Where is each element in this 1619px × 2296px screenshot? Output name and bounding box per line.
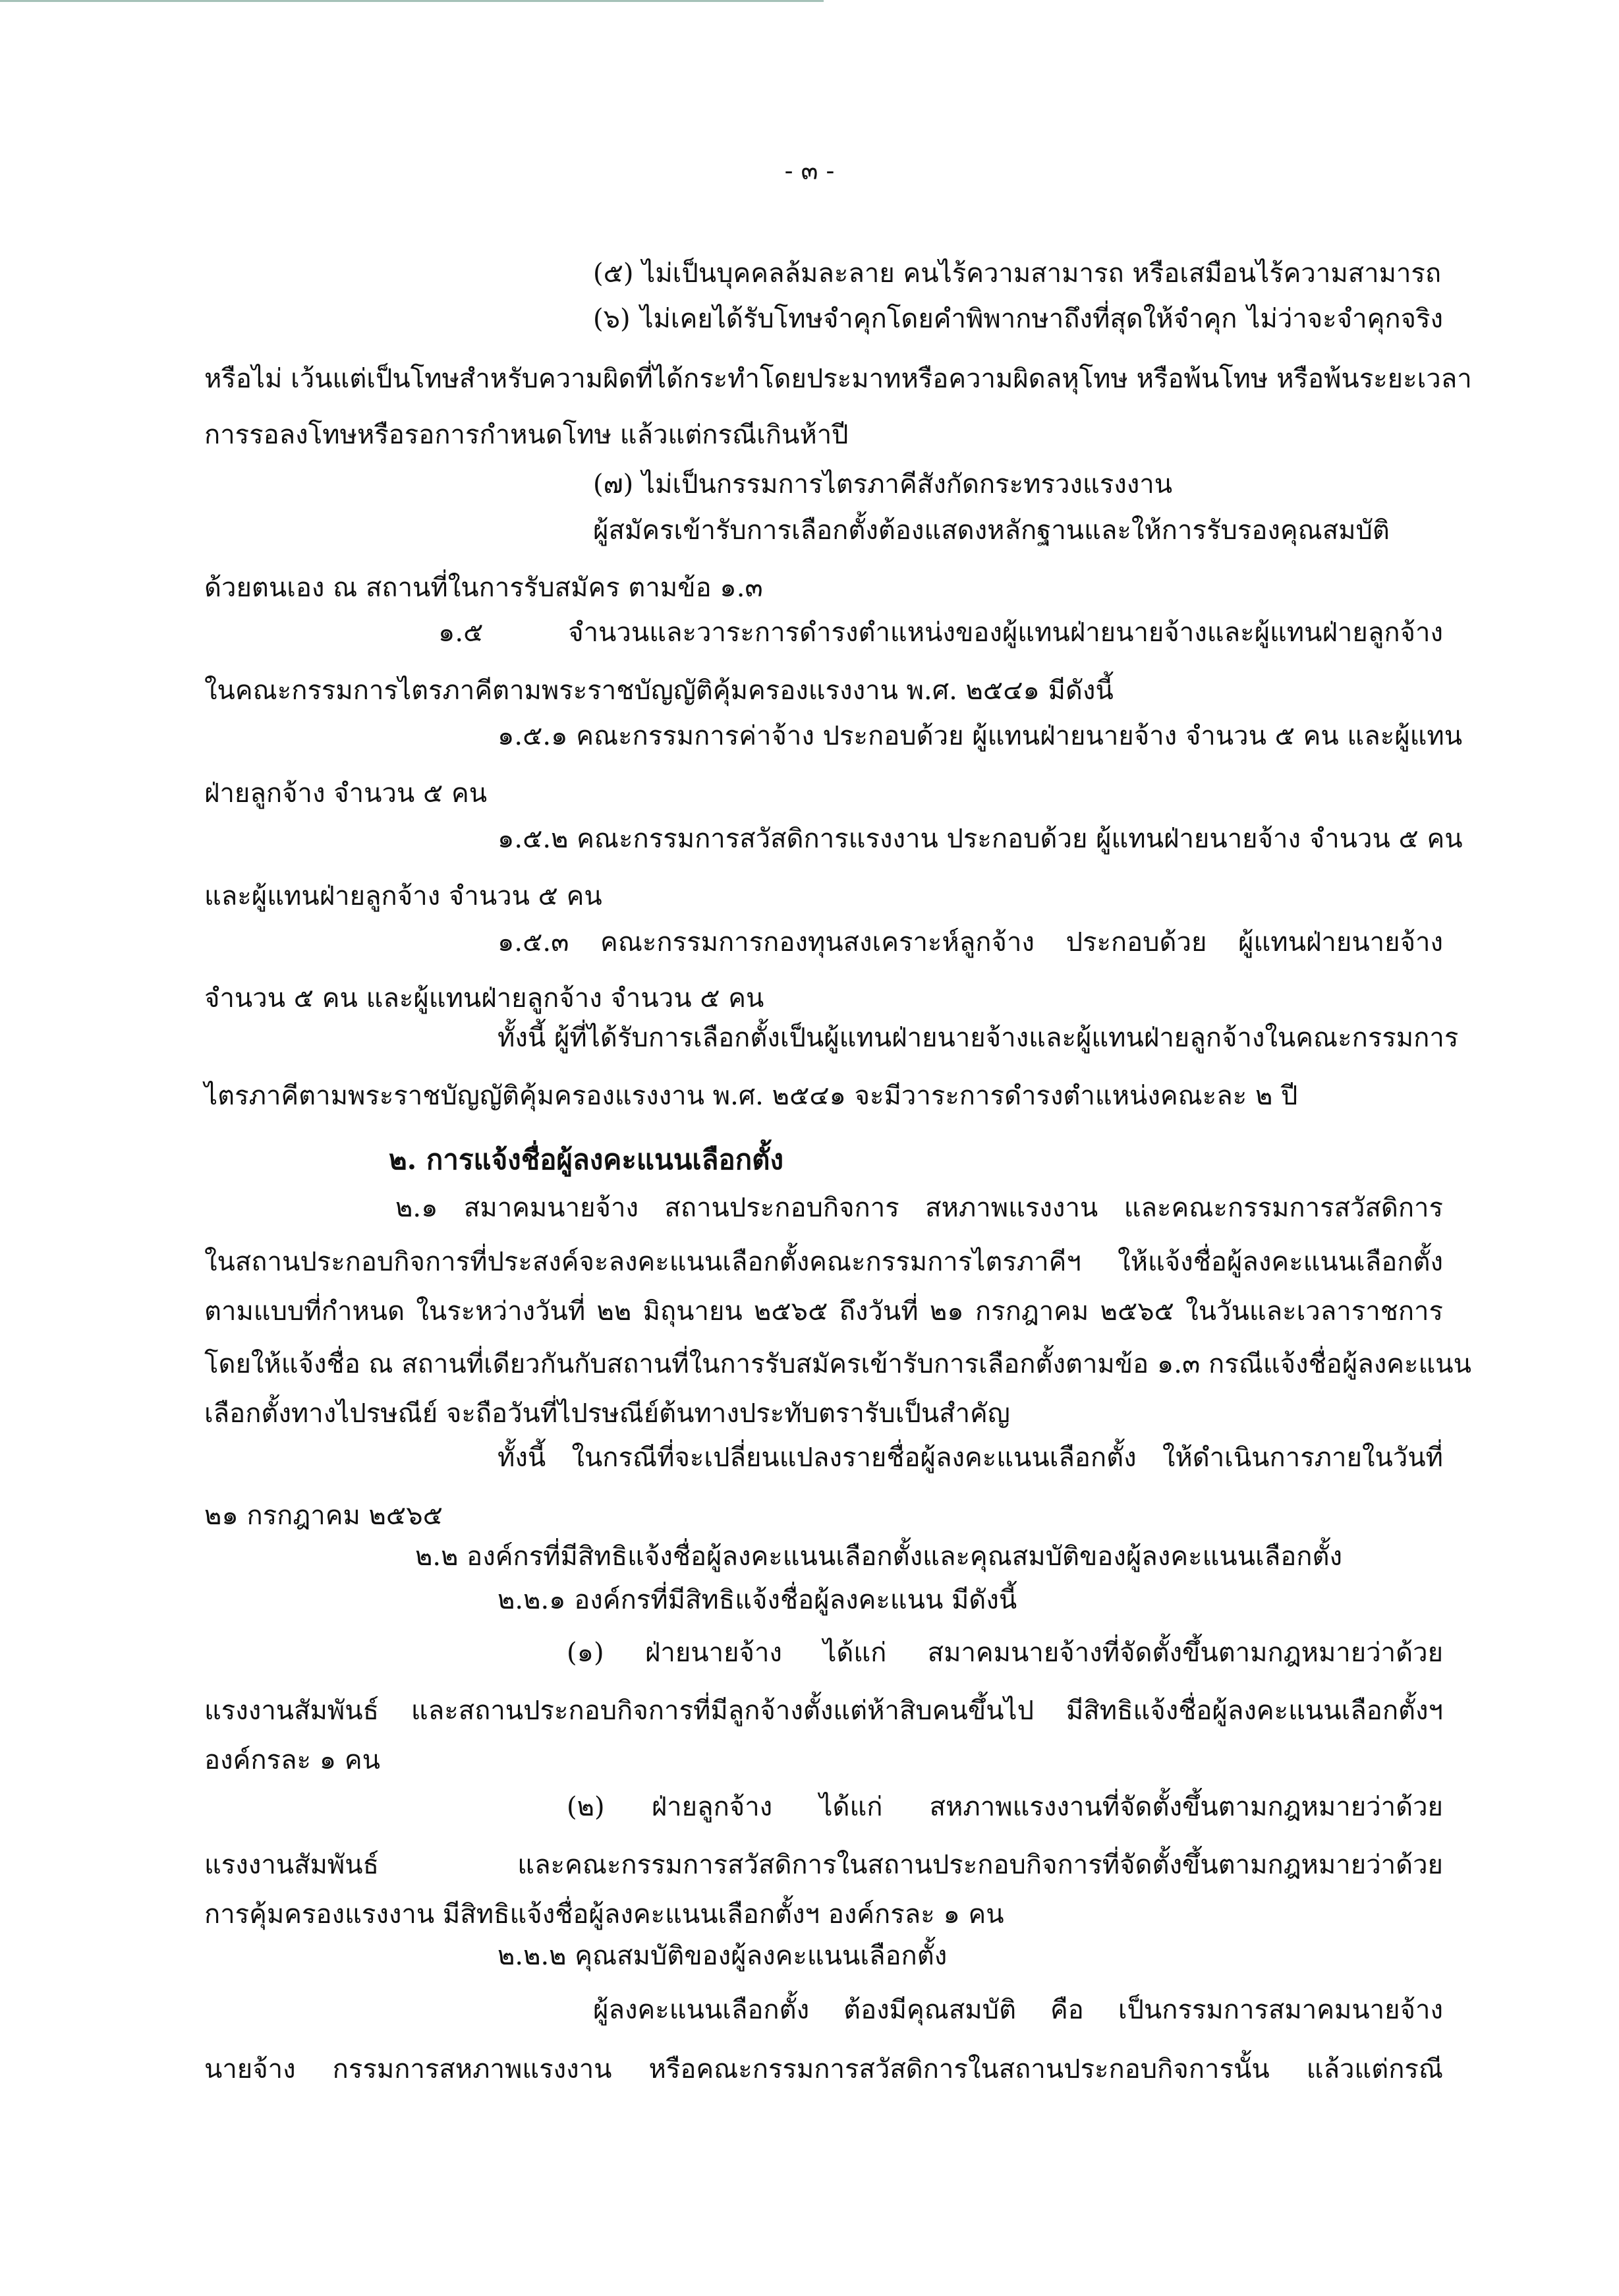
text-line: ทั้งนี้ ในกรณีที่จะเปลี่ยนแปลงรายชื่อผู้ลงคะแนนเลือกตั้ง ให้ดำเนินการภายในวันที่ xyxy=(497,1443,1443,1473)
section-heading: ๒. การแจ้งชื่อผู้ลงคะแนนเลือกตั้ง xyxy=(389,1143,783,1176)
text-line: เลือกตั้งทางไปรษณีย์ จะถือวันที่ไปรษณีย์ต้นทางประทับตรารับเป็นสำคัญ xyxy=(204,1398,1010,1429)
text-line: ในสถานประกอบกิจการที่ประสงค์จะลงคะแนนเลือกตั้งคณะกรรมการไตรภาคีฯ ให้แจ้งชื่อผู้ลงคะแนนเลือกตั้ง xyxy=(204,1247,1443,1277)
text-line: จำนวน ๕ คน และผู้แทนฝ่ายลูกจ้าง จำนวน ๕ คน xyxy=(204,983,764,1014)
text-line: ๑.๕.๓ คณะกรรมการกองทุนสงเคราะห์ลูกจ้าง ประกอบด้วย ผู้แทนฝ่ายนายจ้าง xyxy=(497,927,1443,958)
text-line: ๒.๒ องค์กรที่มีสิทธิแจ้งชื่อผู้ลงคะแนนเลือกตั้งและคุณสมบัติของผู้ลงคะแนนเลือกตั้ง xyxy=(415,1541,1342,1572)
text-line: แรงงานสัมพันธ์ และสถานประกอบกิจการที่มีลูกจ้างตั้งแต่ห้าสิบคนขึ้นไป มีสิทธิแจ้งชื่อผู้ลงคะแนนเลือกตั้งฯ xyxy=(204,1696,1443,1726)
text-line: (๕) ไม่เป็นบุคคลล้มละลาย คนไร้ความสามารถ หรือเสมือนไร้ความสามารถ xyxy=(593,258,1442,289)
text-line: ๒.๑ สมาคมนายจ้าง สถานประกอบกิจการ สหภาพแรงงาน และคณะกรรมการสวัสดิการ xyxy=(395,1193,1443,1223)
text-line: โดยให้แจ้งชื่อ ณ สถานที่เดียวกันกับสถานที่ในการรับสมัครเข้ารับการเลือกตั้งตามข้อ ๑.๓ กรณีแจ้งชื่อผู้ลงคะแนน xyxy=(204,1349,1471,1379)
text-line: (๒) ฝ่ายลูกจ้าง ได้แก่ สหภาพแรงงานที่จัดตั้งขึ้นตามกฎหมายว่าด้วย xyxy=(567,1792,1443,1822)
text-line: (๑) ฝ่ายนายจ้าง ได้แก่ สมาคมนายจ้างที่จัดตั้งขึ้นตามกฎหมายว่าด้วย xyxy=(567,1638,1443,1668)
scan-edge-line xyxy=(0,0,824,2)
text-line: และผู้แทนฝ่ายลูกจ้าง จำนวน ๕ คน xyxy=(204,881,602,911)
text-line: ทั้งนี้ ผู้ที่ได้รับการเลือกตั้งเป็นผู้แทนฝ่ายนายจ้างและผู้แทนฝ่ายลูกจ้างในคณะกรรมการ xyxy=(497,1023,1459,1053)
text-line: ๒.๒.๒ คุณสมบัติของผู้ลงคะแนนเลือกตั้ง xyxy=(497,1941,948,1971)
text-line: การคุ้มครองแรงงาน มีสิทธิแจ้งชื่อผู้ลงคะแนนเลือกตั้งฯ องค์กรละ ๑ คน xyxy=(204,1899,1004,1930)
text-line: ๒.๒.๑ องค์กรที่มีสิทธิแจ้งชื่อผู้ลงคะแนน มีดังนี้ xyxy=(497,1585,1017,1615)
page-number: - ๓ - xyxy=(784,156,835,185)
text-line: ในคณะกรรมการไตรภาคีตามพระราชบัญญัติคุ้มครองแรงงาน พ.ศ. ๒๕๔๑ มีดังนี้ xyxy=(204,675,1114,706)
text-line: ๒๑ กรกฎาคม ๒๕๖๕ xyxy=(204,1501,443,1531)
text-line: นายจ้าง กรรมการสหภาพแรงงาน หรือคณะกรรมการสวัสดิการในสถานประกอบกิจการนั้น แล้วแต่กรณี xyxy=(204,2054,1443,2084)
text-line: ด้วยตนเอง ณ สถานที่ในการรับสมัคร ตามข้อ ๑.๓ xyxy=(204,573,763,603)
text-line: ไตรภาคีตามพระราชบัญญัติคุ้มครองแรงงาน พ.ศ. ๒๕๔๑ จะมีวาระการดำรงตำแหน่งคณะละ ๒ ปี xyxy=(204,1081,1298,1111)
text-line: ๑.๕ จำนวนและวาระการดำรงตำแหน่งของผู้แทนฝ่ายนายจ้างและผู้แทนฝ่ายลูกจ้าง xyxy=(438,617,1443,648)
text-line: ฝ่ายลูกจ้าง จำนวน ๕ คน xyxy=(204,778,488,809)
text-line: (๗) ไม่เป็นกรรมการไตรภาคีสังกัดกระทรวงแรงงาน xyxy=(593,469,1173,500)
text-line: การรอลงโทษหรือรอการกำหนดโทษ แล้วแต่กรณีเกินห้าปี xyxy=(204,420,849,450)
text-line: หรือไม่ เว้นแต่เป็นโทษสำหรับความผิดที่ได้กระทำโดยประมาทหรือความผิดลหุโทษ หรือพ้นโทษ หรือพ้นระยะเวลา xyxy=(204,364,1472,394)
text-line: ผู้สมัครเข้ารับการเลือกตั้งต้องแสดงหลักฐานและให้การรับรองคุณสมบัติ xyxy=(593,515,1390,546)
text-line: ๑.๕.๑ คณะกรรมการค่าจ้าง ประกอบด้วย ผู้แทนฝ่ายนายจ้าง จำนวน ๕ คน และผู้แทน xyxy=(497,721,1463,751)
text-line: ผู้ลงคะแนนเลือกตั้ง ต้องมีคุณสมบัติ คือ เป็นกรรมการสมาคมนายจ้าง xyxy=(593,1995,1443,2025)
text-line: ๑.๕.๒ คณะกรรมการสวัสดิการแรงงาน ประกอบด้วย ผู้แทนฝ่ายนายจ้าง จำนวน ๕ คน xyxy=(497,824,1463,854)
text-line: (๖) ไม่เคยได้รับโทษจำคุกโดยคำพิพากษาถึงที่สุดให้จำคุก ไม่ว่าจะจำคุกจริง xyxy=(593,304,1443,334)
text-line: องค์กรละ ๑ คน xyxy=(204,1745,380,1775)
text-line: ตามแบบที่กำหนด ในระหว่างวันที่ ๒๒ มิถุนายน ๒๕๖๕ ถึงวันที่ ๒๑ กรกฎาคม ๒๕๖๕ ในวันและเวลาราชการ xyxy=(204,1296,1443,1327)
text-line: แรงงานสัมพันธ์ และคณะกรรมการสวัสดิการในสถานประกอบกิจการที่จัดตั้งขึ้นตามกฎหมายว่าด้วย xyxy=(204,1850,1443,1880)
